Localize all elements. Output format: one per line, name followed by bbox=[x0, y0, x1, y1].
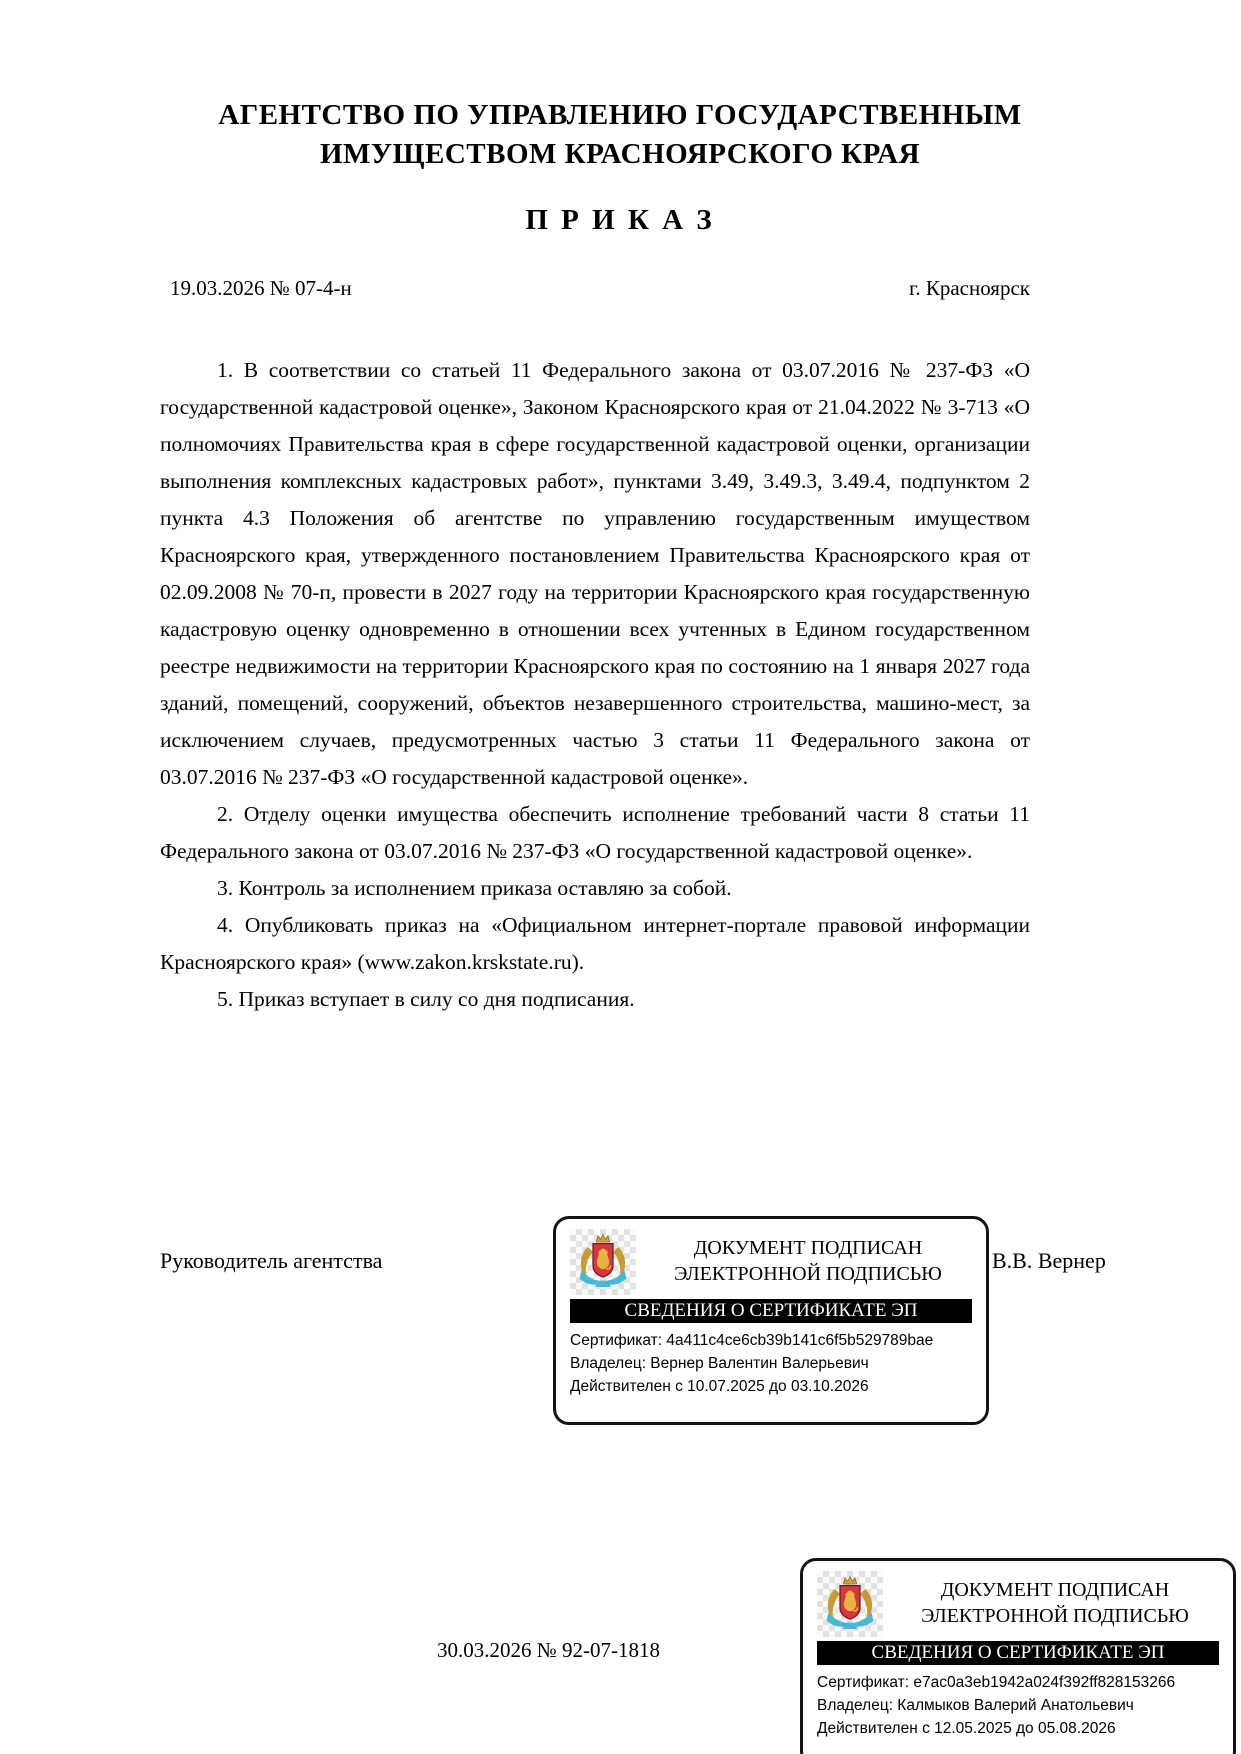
signer-position-title: Руководитель агентства bbox=[160, 1248, 383, 1273]
organization-name-line1: АГЕНТСТВО ПО УПРАВЛЕНИЮ ГОСУДАРСТВЕННЫМ bbox=[218, 99, 1022, 131]
stamp-title-line1: ДОКУМЕНТ ПОДПИСАН bbox=[940, 1579, 1170, 1601]
document-date-number: 19.03.2026 № 07-4-н bbox=[170, 276, 352, 300]
document-place: г. Красноярск bbox=[909, 276, 1030, 300]
krasnoyarsk-coat-of-arms-icon bbox=[817, 1571, 883, 1637]
stamp-certificate-number: Сертификат: e7ac0a3eb1942a024f392ff828153266 bbox=[817, 1674, 1176, 1691]
stamp-certificate-details bbox=[817, 1671, 1219, 1740]
stamp-title bbox=[891, 1571, 1219, 1637]
stamp-certificate-validity: Действителен с 12.05.2025 до 05.08.2026 bbox=[817, 1720, 1116, 1737]
stamp-certificate-validity: Действителен с 10.07.2025 до 03.10.2026 bbox=[570, 1378, 869, 1395]
stamp-header bbox=[817, 1571, 1219, 1637]
document-type-title: П Р И К А З bbox=[525, 204, 715, 236]
stamp-title bbox=[644, 1229, 972, 1295]
stamp-title-line1: ДОКУМЕНТ ПОДПИСАН bbox=[693, 1237, 923, 1259]
digital-signature-stamp-director bbox=[553, 1216, 989, 1425]
date-number-row bbox=[170, 276, 1030, 301]
stamp-certificate-bar: СВЕДЕНИЯ О СЕРТИФИКАТЕ ЭП bbox=[817, 1641, 1219, 1665]
stamp-certificate-number: Сертификат: 4a411c4ce6cb39b141c6f5b529789bae bbox=[570, 1332, 934, 1349]
stamp-certificate-details bbox=[570, 1329, 972, 1398]
order-paragraph-1: 1. В соответствии со статьей 11 Федерального закона от 03.07.2016 № 237-ФЗ «О государственной кадастровой оценке», Законом Красноярского края от 21.04.2022 № 3-713 «О полномочиях Правительства края в сфере государственной кадастровой оценки, организации выполнения комплексных кадастровых работ», пунктами 3.49, 3.49.3, 3.49.4, подпунктом 2 пункта 4.3 Положения об агентстве по управлению государственным имуществом Красноярского края, утвержденного постановлением Правительства Красноярского края от 02.09.2008 № 70-п, провести в 2027 году на территории Красноярского края государственную кадастровую оценку одновременно в отношении всех учтенных в Едином государственном реестре недвижимости на территории Красноярского края по состоянию на 1 января 2027 года зданий, помещений, сооружений, объектов незавершенного строительства, машино-мест, за исключением случаев, предусмотренных частью 3 статьи 11 Федерального закона от 03.07.2016 № 237-ФЗ «О государственной кадастровой оценке». bbox=[160, 358, 1030, 789]
order-body bbox=[160, 352, 1030, 1018]
order-paragraph-3: 3. Контроль за исполнением приказа оставляю за собой. bbox=[217, 876, 732, 900]
digital-signature-stamp-registrar bbox=[800, 1558, 1236, 1754]
order-paragraph-5: 5. Приказ вступает в силу со дня подписания. bbox=[217, 987, 635, 1011]
stamp-certificate-bar: СВЕДЕНИЯ О СЕРТИФИКАТЕ ЭП bbox=[570, 1299, 972, 1323]
order-paragraph-4: 4. Опубликовать приказ на «Официальном интернет-портале правовой информации Красноярского края» (www.zakon.krskstate.ru). bbox=[160, 913, 1030, 974]
order-paragraph-2: 2. Отделу оценки имущества обеспечить исполнение требований части 8 статьи 11 Федерального закона от 03.07.2016 № 237-ФЗ «О государственной кадастровой оценке». bbox=[160, 802, 1030, 863]
krasnoyarsk-coat-of-arms-icon bbox=[570, 1229, 636, 1295]
signer-name: В.В. Вернер bbox=[992, 1248, 1106, 1273]
stamp-title-line2: ЭЛЕКТРОННОЙ ПОДПИСЬЮ bbox=[921, 1605, 1189, 1627]
stamp-certificate-owner: Владелец: Вернер Валентин Валерьевич bbox=[570, 1355, 869, 1372]
stamp-header bbox=[570, 1229, 972, 1295]
stamp-certificate-owner: Владелец: Калмыков Валерий Анатольевич bbox=[817, 1697, 1134, 1714]
organization-name bbox=[120, 96, 1120, 174]
registration-date-number: 30.03.2026 № 92-07-1818 bbox=[437, 1638, 661, 1662]
stamp-title-line2: ЭЛЕКТРОННОЙ ПОДПИСЬЮ bbox=[674, 1263, 942, 1285]
organization-name-line2: ИМУЩЕСТВОМ КРАСНОЯРСКОГО КРАЯ bbox=[319, 138, 921, 170]
